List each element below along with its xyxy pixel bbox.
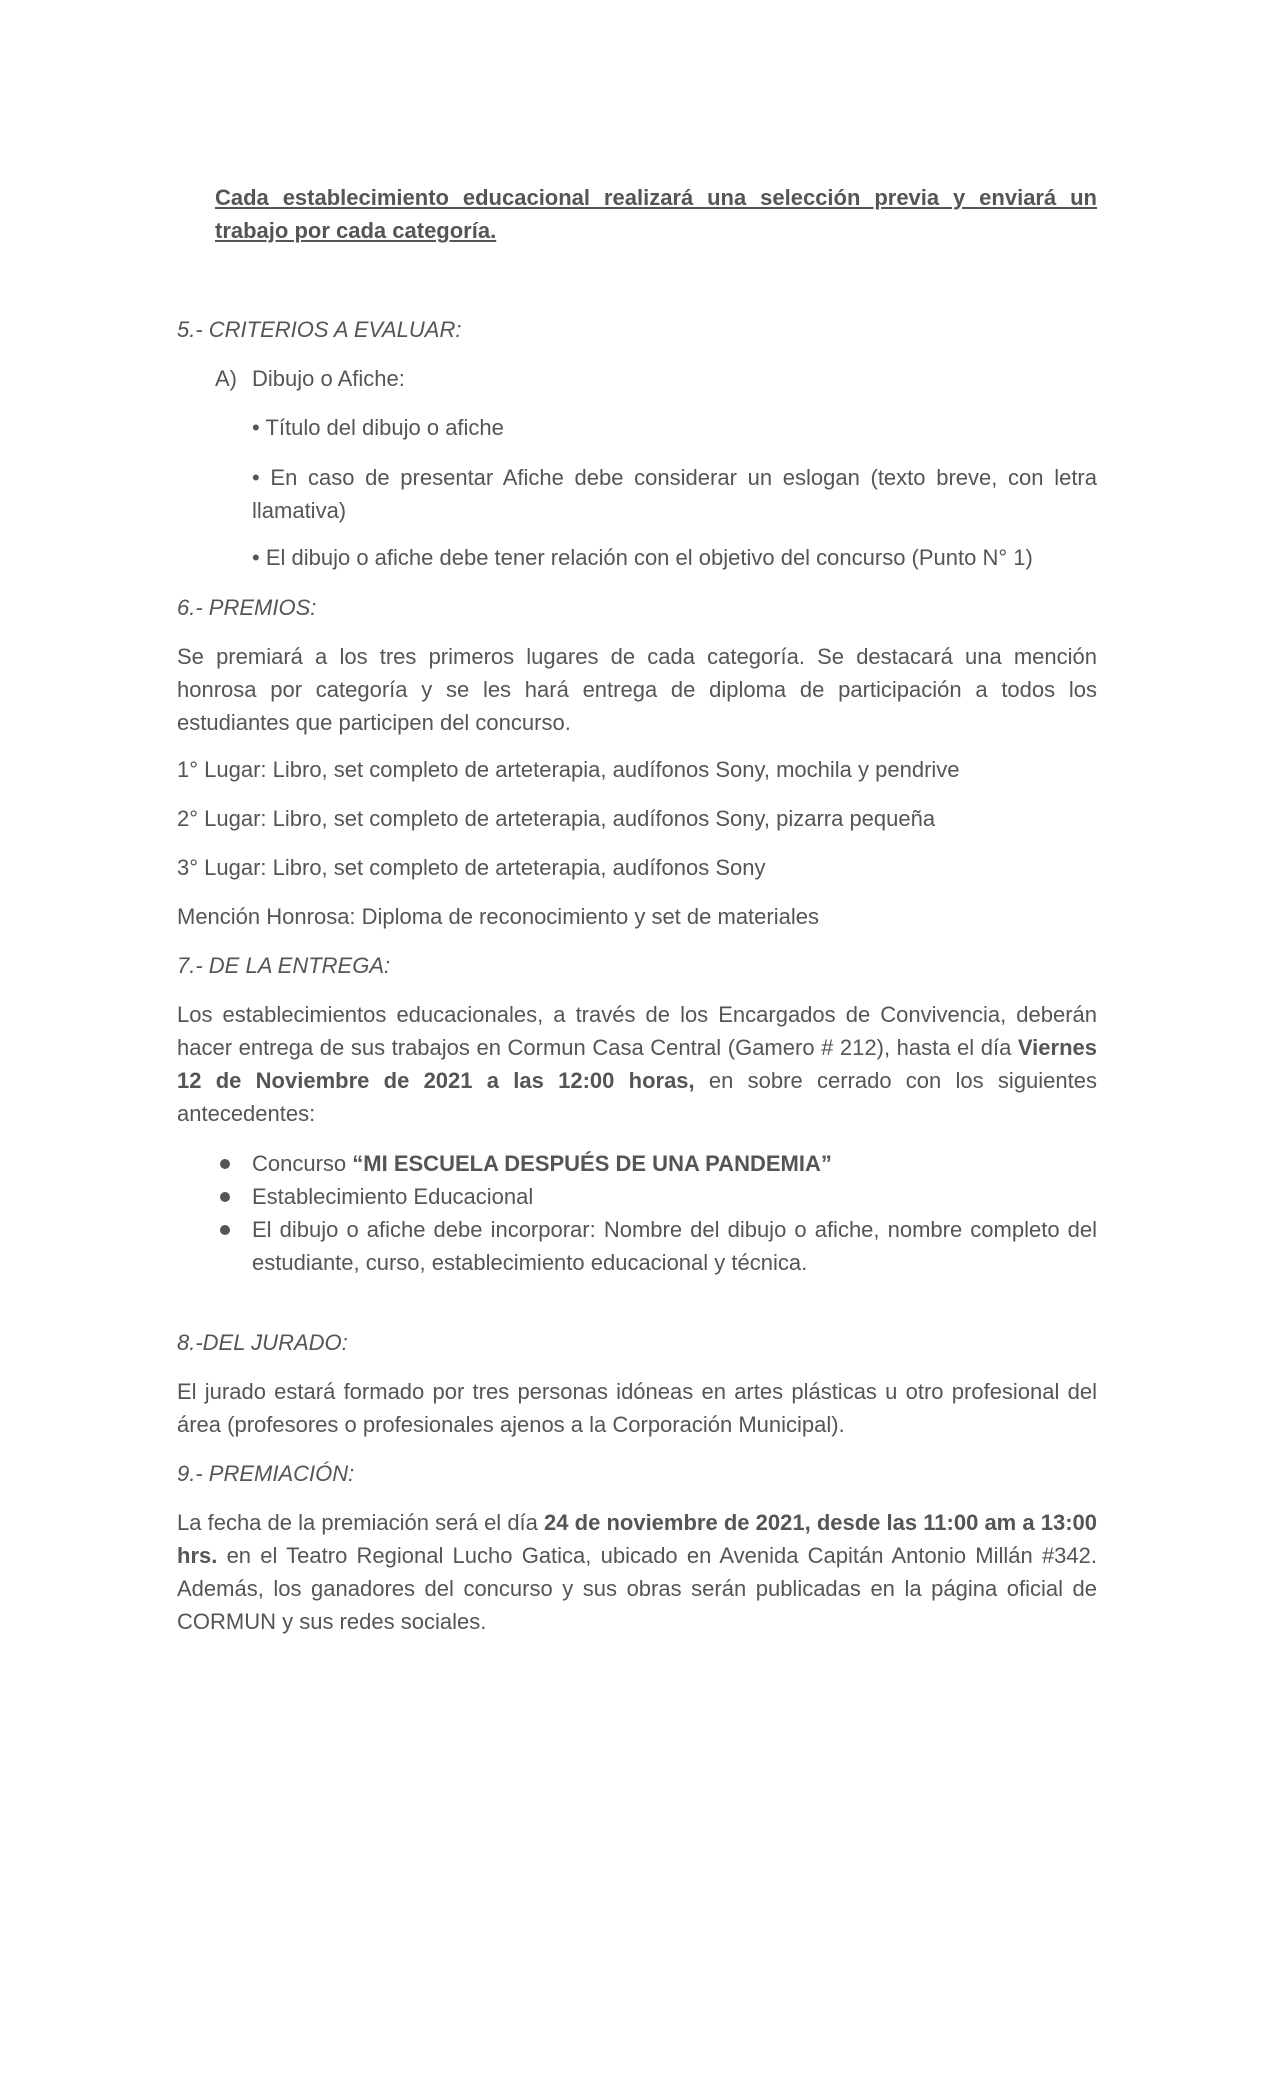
section-9-heading: 9.- PREMIACIÓN:	[177, 1461, 355, 1486]
delivery-list	[215, 1147, 1097, 1279]
prize-line: 3° Lugar: Libro, set completo de arteterapia, audífonos Sony	[177, 855, 766, 880]
prizes-paragraph: Se premiará a los tres primeros lugares de cada categoría. Se destacará una mención honrosa por categoría y se les hará entrega de diploma de participación a todos los estudiantes que participen del concurso.	[177, 644, 1097, 735]
delivery-paragraph	[177, 998, 1097, 1130]
criteria-bullet: • Título del dibujo o afiche	[252, 415, 504, 440]
section-6-heading: 6.- PREMIOS:	[177, 595, 317, 620]
criteria-item-a	[215, 362, 405, 395]
jury-paragraph: El jurado estará formado por tres personas idóneas en artes plásticas u otro profesional del área (profesores o profesionales ajenos a la Corporación Municipal).	[177, 1379, 1097, 1437]
awards-paragraph	[177, 1506, 1097, 1638]
criteria-bullet: • En caso de presentar Afiche debe considerar un eslogan (texto breve, con letra llamativa)	[252, 465, 1097, 523]
awards-text-end: en el Teatro Regional Lucho Gatica, ubicado en Avenida Capitán Antonio Millán #342. Además, los ganadores del concurso y sus obras serán publicadas en la página oficial de CORMUN y sus redes sociales.	[177, 1543, 1097, 1634]
section-5-heading: 5.- CRITERIOS A EVALUAR:	[177, 317, 462, 342]
intro-underlined-paragraph: Cada establecimiento educacional realizará una selección previa y enviará un trabajo por cada categoría.	[215, 185, 1097, 243]
delivery-text-end: en sobre cerrado con los siguientes antecedentes:	[177, 1068, 1097, 1126]
criteria-bullet: • El dibujo o afiche debe tener relación con el objetivo del concurso (Punto N° 1)	[252, 545, 1033, 570]
list-item-prefix: Concurso	[252, 1151, 353, 1176]
bullet-dot-icon	[220, 1225, 230, 1235]
list-item-text: Establecimiento Educacional	[252, 1184, 534, 1209]
awards-date: 24 de noviembre de 2021, desde las 11:00 am a 13:00 hrs.	[177, 1510, 1098, 1568]
list-item	[215, 1180, 1097, 1213]
prize-line: 1° Lugar: Libro, set completo de arteterapia, audífonos Sony, mochila y pendrive	[177, 757, 960, 782]
bullet-dot-icon	[220, 1159, 230, 1169]
section-7-heading: 7.- DE LA ENTREGA:	[177, 953, 391, 978]
list-item	[215, 1213, 1097, 1279]
item-a-marker: A)	[215, 366, 237, 391]
list-item	[215, 1147, 1097, 1180]
item-a-label: Dibujo o Afiche:	[252, 366, 405, 391]
list-item-text: El dibujo o afiche debe incorporar: Nombre del dibujo o afiche, nombre completo del estudiante, curso, establecimiento educacional y técnica.	[252, 1217, 1097, 1275]
bullet-dot-icon	[220, 1192, 230, 1202]
contest-name: “MI ESCUELA DESPUÉS DE UNA PANDEMIA”	[352, 1151, 832, 1176]
awards-text-start: La fecha de la premiación será el día	[177, 1510, 545, 1535]
prize-line: 2° Lugar: Libro, set completo de arteterapia, audífonos Sony, pizarra pequeña	[177, 806, 936, 831]
delivery-text-start: Los establecimientos educacionales, a través de los Encargados de Convivencia, deberán hacer entrega de sus trabajos en Cormun Casa Central (Gamero # 212), hasta el día	[177, 1002, 1097, 1060]
section-8-heading: 8.-DEL JURADO:	[177, 1330, 348, 1355]
delivery-deadline: Viernes 12 de Noviembre de 2021 a las 12:00 horas,	[177, 1035, 1097, 1093]
prize-line: Mención Honrosa: Diploma de reconocimiento y set de materiales	[177, 904, 819, 929]
